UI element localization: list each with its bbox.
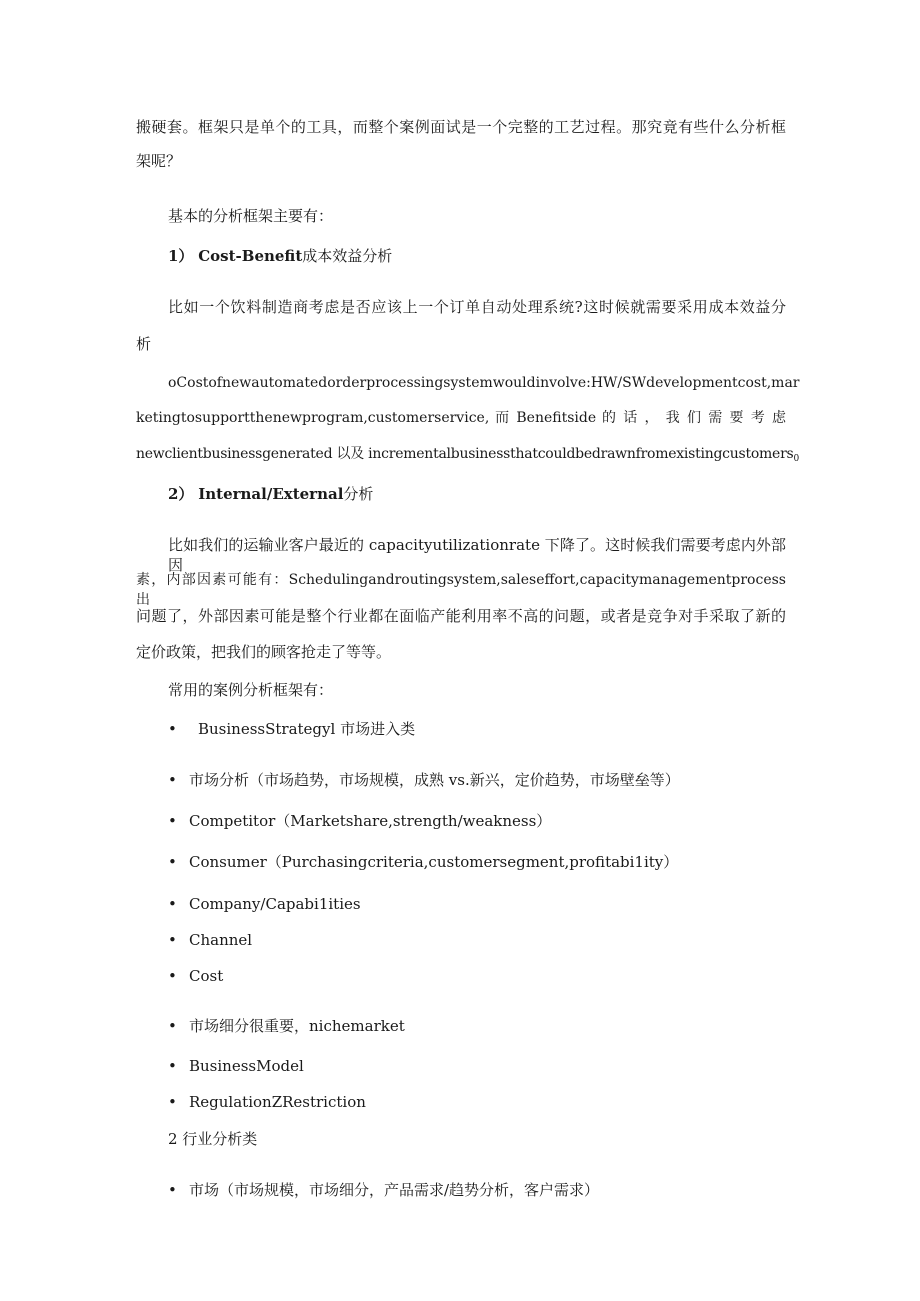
list-item: BusinessModel: [189, 1057, 304, 1075]
list-item: BusinessStrategyl 市场进入类: [198, 720, 416, 738]
section-1-title: Cost-Benefit: [198, 247, 303, 265]
bullet-marker: •: [168, 1093, 177, 1111]
section-2-line-2: 素，内部因素可能有：Schedulingandroutingsystem,saleseffort,capacitymanagementprocess 出: [136, 572, 786, 608]
section-1-para1-line-1: 比如一个饮料制造商考虑是否应该上一个订单自动处理系统?这时候就需要采用成本效益分: [168, 298, 786, 316]
list-item: 市场细分很重要，nichemarket: [189, 1017, 405, 1035]
section-2-number: 2）: [168, 485, 194, 503]
section-2-line-3: 问题了，外部因素可能是整个行业都在面临产能利用率不高的问题，或者是竞争对手采取了新的: [136, 607, 786, 625]
section-1-para2-line-2: ketingtosupportthenewprogram,customerservice, 而 Benefitside 的 话 ， 我 们 需 要 考 虑: [136, 410, 786, 426]
bullet-marker: •: [168, 1181, 177, 1199]
bullet-marker: •: [168, 812, 177, 830]
section-1-para2-line-3: [136, 444, 799, 469]
list-item: Company/Capabi1ities: [189, 895, 361, 913]
bullet-marker: •: [168, 967, 177, 985]
bullet-marker: •: [168, 895, 177, 913]
common-frameworks-heading: 常用的案例分析框架有：: [168, 681, 334, 699]
list-item: RegulationZRestriction: [189, 1093, 366, 1111]
list-item: Consumer（Purchasingcriteria,customersegment,profitabi1ity）: [189, 853, 679, 871]
bullet-marker: •: [168, 1017, 177, 1035]
section-2-title: Internal/External: [198, 485, 344, 503]
section-1-para2-line-1: oCostofnewautomatedorderprocessingsystemwouldinvolve:HW/SWdevelopmentcost,mar: [168, 375, 800, 391]
section-1-heading: [168, 246, 392, 266]
list-item: 市场分析（市场趋势，市场规模，成熟 vs.新兴，定价趋势，市场壁垒等）: [189, 771, 680, 789]
bullet-marker: •: [168, 931, 177, 949]
list-item: Cost: [189, 967, 224, 985]
section-2-line-4: 定价政策，把我们的顾客抢走了等等。: [136, 643, 392, 661]
bullet-marker: •: [168, 771, 177, 789]
bullet-marker: •: [168, 1057, 177, 1075]
section-2-title-suffix: 分析: [343, 485, 374, 503]
section-1-para2-line-3-text: newclientbusinessgenerated 以及 incrementalbusinessthatcouldbedrawnfromexistingcustomers: [136, 446, 794, 462]
intro-line-2: 架呢？: [136, 152, 182, 170]
list-item: Competitor（Marketshare,strength/weakness）: [189, 812, 552, 830]
section-1-title-suffix: 成本效益分析: [302, 247, 393, 265]
section-2-line-1: 比如我们的运输业客户最近的 capacityutilizationrate 下降了。这时候我们需要考虑内外部因: [168, 536, 786, 574]
intro-line-1: 搬硬套。框架只是单个的工具，而整个案例面试是一个完整的工艺过程。那究竟有些什么分析框: [136, 118, 786, 136]
basic-frameworks-heading: 基本的分析框架主要有：: [168, 207, 334, 225]
industry-analysis-heading: 2 行业分析类: [168, 1130, 258, 1148]
list-item: Channel: [189, 931, 253, 949]
section-2-heading: [168, 484, 373, 504]
section-1-para2-line-3-sub: 0: [793, 454, 799, 464]
section-1-para1-line-2: 析: [136, 335, 152, 353]
section-1-number: 1）: [168, 247, 194, 265]
list-item: 市场（市场规模，市场细分，产品需求/趋势分析，客户需求）: [189, 1181, 600, 1199]
bullet-marker: •: [168, 853, 177, 871]
bullet-marker: •: [168, 720, 177, 738]
